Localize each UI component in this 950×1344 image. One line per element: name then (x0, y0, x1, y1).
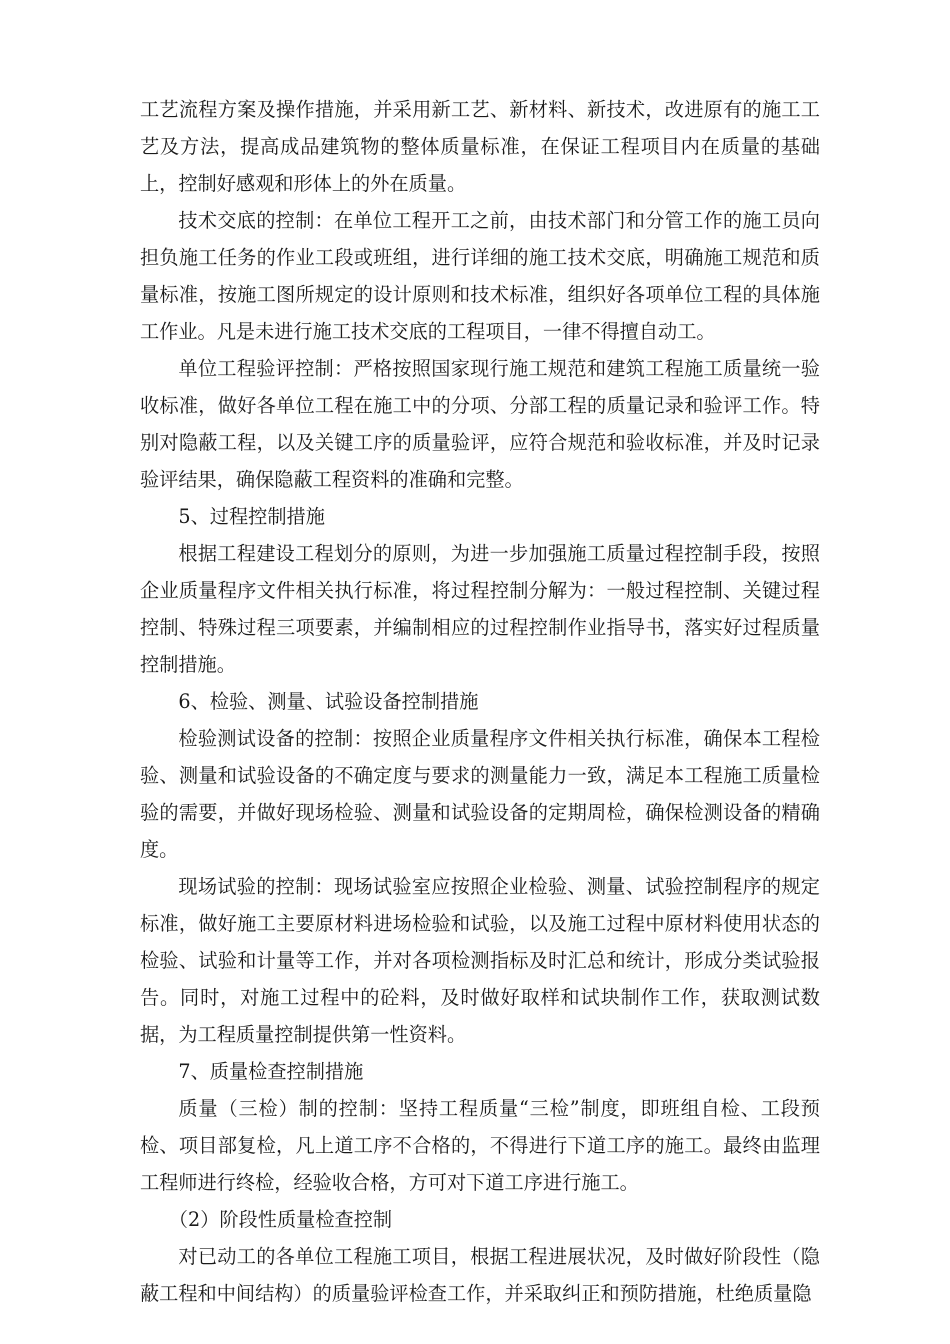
paragraph-unit-evaluation: 单位工程验评控制：严格按照国家现行施工规范和建筑工程施工质量统一验收标准，做好各单位工程在施工中的分项、分部工程的质量记录和验评工作。特别对隐蔽工程，以及关键工序的质量验评，应符合规范和验收标准，并及时记录验评结果，确保隐蔽工程资料的准确和完整。 (140, 357, 820, 491)
section-heading-5: 5、过程控制措施 (178, 505, 325, 528)
paragraph-test-equipment: 检验测试设备的控制：按照企业质量程序文件相关执行标准，确保本工程检验、测量和试验设备的不确定度与要求的测量能力一致，满足本工程施工质量检验的需要，并做好现场检验、测量和试验设备的定期周检，确保检测设备的精确度。 (140, 727, 820, 861)
paragraph-process-control: 根据工程建设工程划分的原则，为进一步加强施工质量过程控制手段，按照企业质量程序文件相关执行标准，将过程控制分解为：一般过程控制、关键过程控制、特殊过程三项要素，并编制相应的过程控制作业指导书，落实好过程质量控制措施。 (140, 542, 820, 676)
paragraph-stage-inspection: 对已动工的各单位工程施工项目，根据工程进展状况，及时做好阶段性（隐蔽工程和中间结构）的质量验评检查工作，并采取纠正和预防措施，杜绝质量隐 (140, 1245, 820, 1305)
document-body (140, 91, 820, 1312)
paragraph-technical-disclosure: 技术交底的控制：在单位工程开工之前，由技术部门和分管工作的施工员向担负施工任务的作业工段或班组，进行详细的施工技术交底，明确施工规范和质量标准，按施工图所规定的设计原则和技术标准，组织好各项单位工程的具体施工作业。凡是未进行施工技术交底的工程项目，一律不得擅自动工。 (140, 209, 820, 343)
subsection-heading-2: （2）阶段性质量检查控制 (168, 1208, 393, 1231)
section-heading-7: 7、质量检查控制措施 (178, 1060, 364, 1083)
paragraph-three-checks: 质量（三检）制的控制：坚持工程质量“三检”制度，即班组自检、工段预检、项目部复检，凡上道工序不合格的，不得进行下道工序的施工。最终由监理工程师进行终检，经验收合格，方可对下道工序进行施工。 (140, 1097, 820, 1194)
paragraph-site-testing: 现场试验的控制：现场试验室应按照企业检验、测量、试验控制程序的规定标准，做好施工主要原材料进场检验和试验，以及施工过程中原材料使用状态的检验、试验和计量等工作，并对各项检测指标及时汇总和统计，形成分类试验报告。同时，对施工过程中的砼料，及时做好取样和试块制作工作，获取测试数据，为工程质量控制提供第一性资料。 (140, 875, 820, 1046)
paragraph-process-continuation: 工艺流程方案及操作措施，并采用新工艺、新材料、新技术，改进原有的施工工艺及方法，提高成品建筑物的整体质量标准，在保证工程项目内在质量的基础上，控制好感观和形体上的外在质量。 (140, 98, 820, 195)
section-heading-6: 6、检验、测量、试验设备控制措施 (178, 690, 479, 713)
